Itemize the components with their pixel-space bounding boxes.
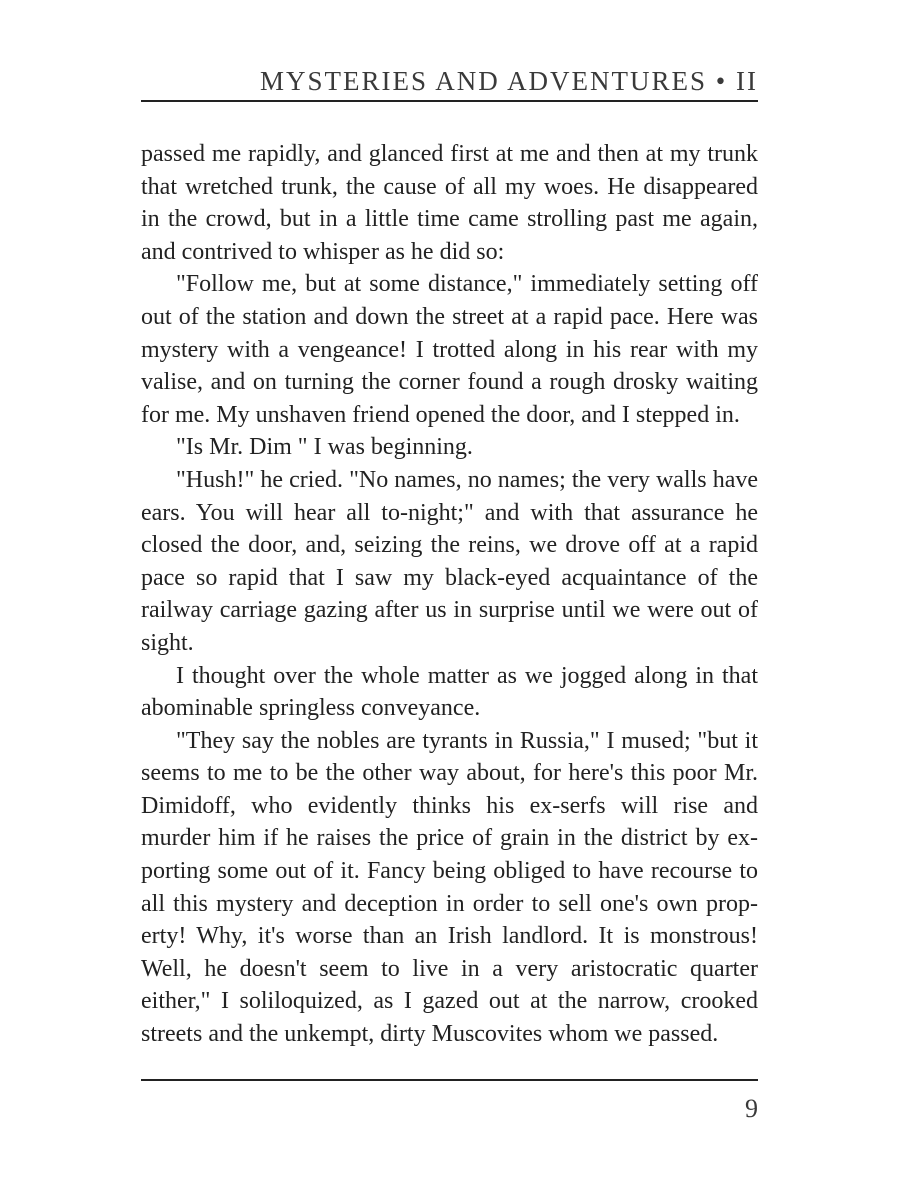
paragraph: "Hush!" he cried. "No names, no names; the very walls have ears. You will hear all to-night;" and with that assurance he closed the door, and, seizing the reins, we drove off at a rapid pace so rapid that I saw my black-eyed acquaintance of the railway carriage gazing after us in surprise until we were out of sight. [141, 466, 758, 656]
header-rule [141, 100, 758, 102]
paragraph: "Is Mr. Dim " I was beginning. [176, 434, 473, 461]
paragraph: "Follow me, but at some distance," immediately setting off out of the station and down the street at a rapid pace. Here was mystery with a vengeance! I trotted along in his rear with my valise, and on turning the corner found a rough drosky waiting for me. My unshaven friend opened the door, and I stepped in. [141, 271, 758, 428]
paragraph: "They say the nobles are tyrants in Russia," I mused; "but it seems to me to be the other way about, for here's this poor Mr. Dimidoff, who evidently thinks his ex-serfs will rise and murder him if he raises the price of grain in the district by exporting some out of it. Fancy being obliged to have recourse to all this mystery and deception in order to sell one's own property! Why, it's worse than an Irish landlord. It is monstrous! Well, he doesn't seem to live in a very aristocratic quarter either," I soliloquized, as I gazed out at the narrow, crooked streets and the unkempt, dirty Muscovites whom we passed. [141, 727, 758, 1048]
running-head: MYSTERIES AND ADVENTURES • II [260, 66, 758, 96]
body-text [141, 138, 758, 1051]
paragraph: passed me rapidly, and glanced first at me and then at my trunk that wretched trunk, the cause of all my woes. He disappeared in the crowd, but in a little time came strolling past me again, and contrived to whisper as he did so: [141, 141, 758, 265]
footer-rule [141, 1079, 758, 1081]
paragraph: I thought over the whole matter as we jogged along in that abominable springless conveyance. [141, 662, 758, 722]
page-number: 9 [745, 1094, 758, 1123]
